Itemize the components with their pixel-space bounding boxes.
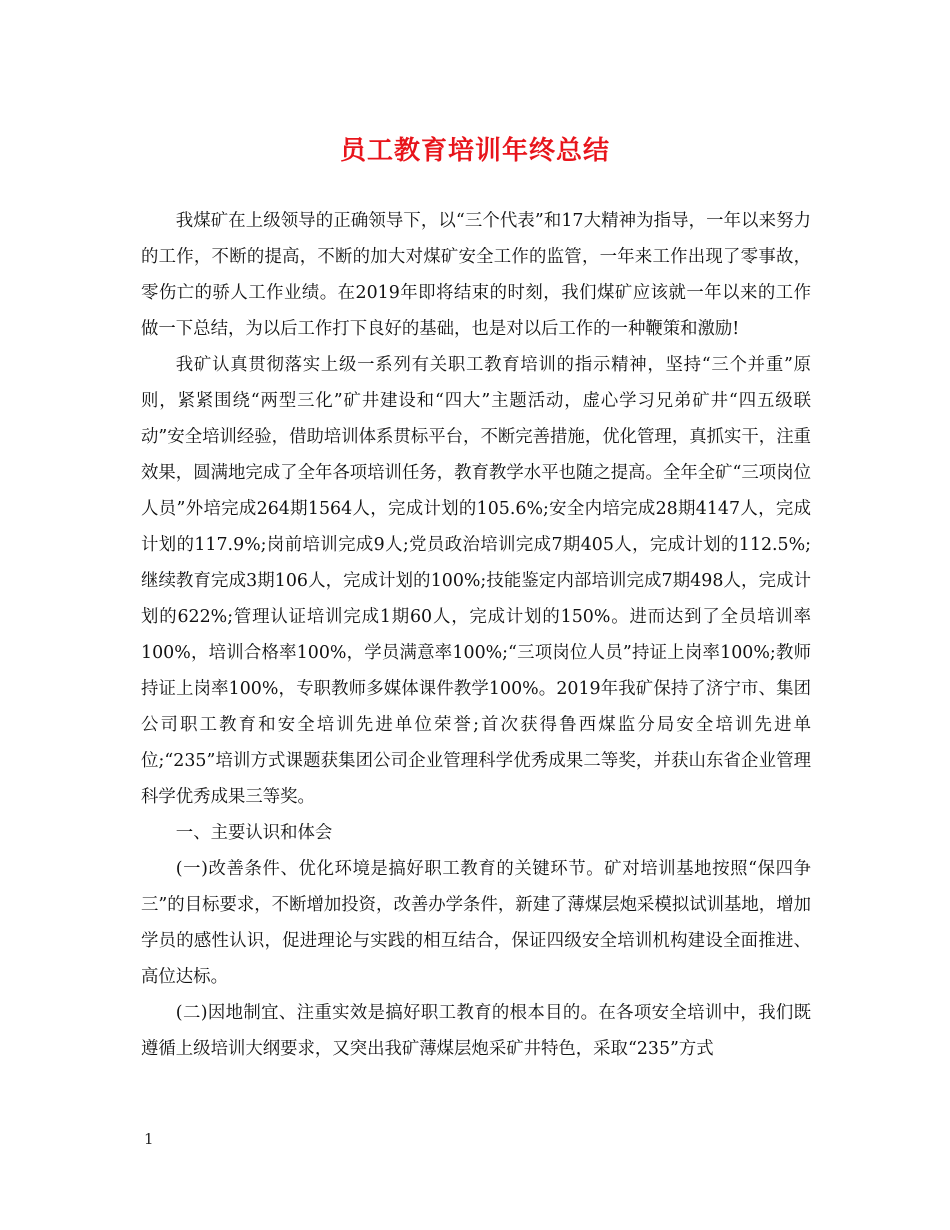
paragraph-improve-conditions: (一)改善条件、优化环境是搞好职工教育的关键环节。矿对培训基地按照“保四争三”的目标要求，不断增加投资，改善办学条件，新建了薄煤层炮采模拟试训基地，增加学员的感性认识，促进理论与实践的相互结合，保证四级安全培训机构建设全面推进、高位达标。 — [141, 859, 811, 987]
document-body — [141, 203, 811, 1067]
paragraph-training-results: 我矿认真贯彻落实上级一系列有关职工教育培训的指示精神，坚持“三个并重”原则，紧紧围绕“两型三化”矿井建设和“四大”主题活动，虚心学习兄弟矿井“四五级联动”安全培训经验，借助培训体系贯标平台，不断完善措施，优化管理，真抓实干，注重效果，圆满地完成了全年各项培训任务，教育教学水平也随之提高。全年全矿“三项岗位人员”外培完成264期1564人，完成计划的105.6%;安全内培完成28期4147人，完成计划的117.9%;岗前培训完成9人;党员政治培训完成7期405人，完成计划的112.5%;继续教育完成3期106人，完成计划的100%;技能鉴定内部培训完成7期498人，完成计划的622%;管理认证培训完成1期60人，完成计划的150%。进而达到了全员培训率100%，培训合格率100%，学员满意率100%;“三项岗位人员”持证上岗率100%;教师持证上岗率100%，专职教师多媒体课件教学100%。2019年我矿保持了济宁市、集团公司职工教育和安全培训先进单位荣誉;首次获得鲁西煤监分局安全培训先进单位;“235”培训方式课题获集团公司企业管理科学优秀成果二等奖，并获山东省企业管理科学优秀成果三等奖。 — [141, 355, 811, 807]
paragraph-practical-effect: (二)因地制宜、注重实效是搞好职工教育的根本目的。在各项安全培训中，我们既遵循上级培训大纲要求，又突出我矿薄煤层炮采矿井特色，采取“235”方式 — [141, 1003, 811, 1059]
document-title: 员工教育培训年终总结 — [339, 136, 610, 166]
page-number: 1 — [144, 1130, 154, 1148]
paragraph-intro: 我煤矿在上级领导的正确领导下，以“三个代表”和17大精神为指导，一年以来努力的工作，不断的提高，不断的加大对煤矿安全工作的监管，一年来工作出现了零事故，零伤亡的骄人工作业绩。在2019年即将结束的时刻，我们煤矿应该就一年以来的工作做一下总结，为以后工作打下良好的基础，也是对以后工作的一种鞭策和激励! — [141, 211, 811, 339]
section-heading-main-insights: 一、主要认识和体会 — [175, 823, 333, 843]
